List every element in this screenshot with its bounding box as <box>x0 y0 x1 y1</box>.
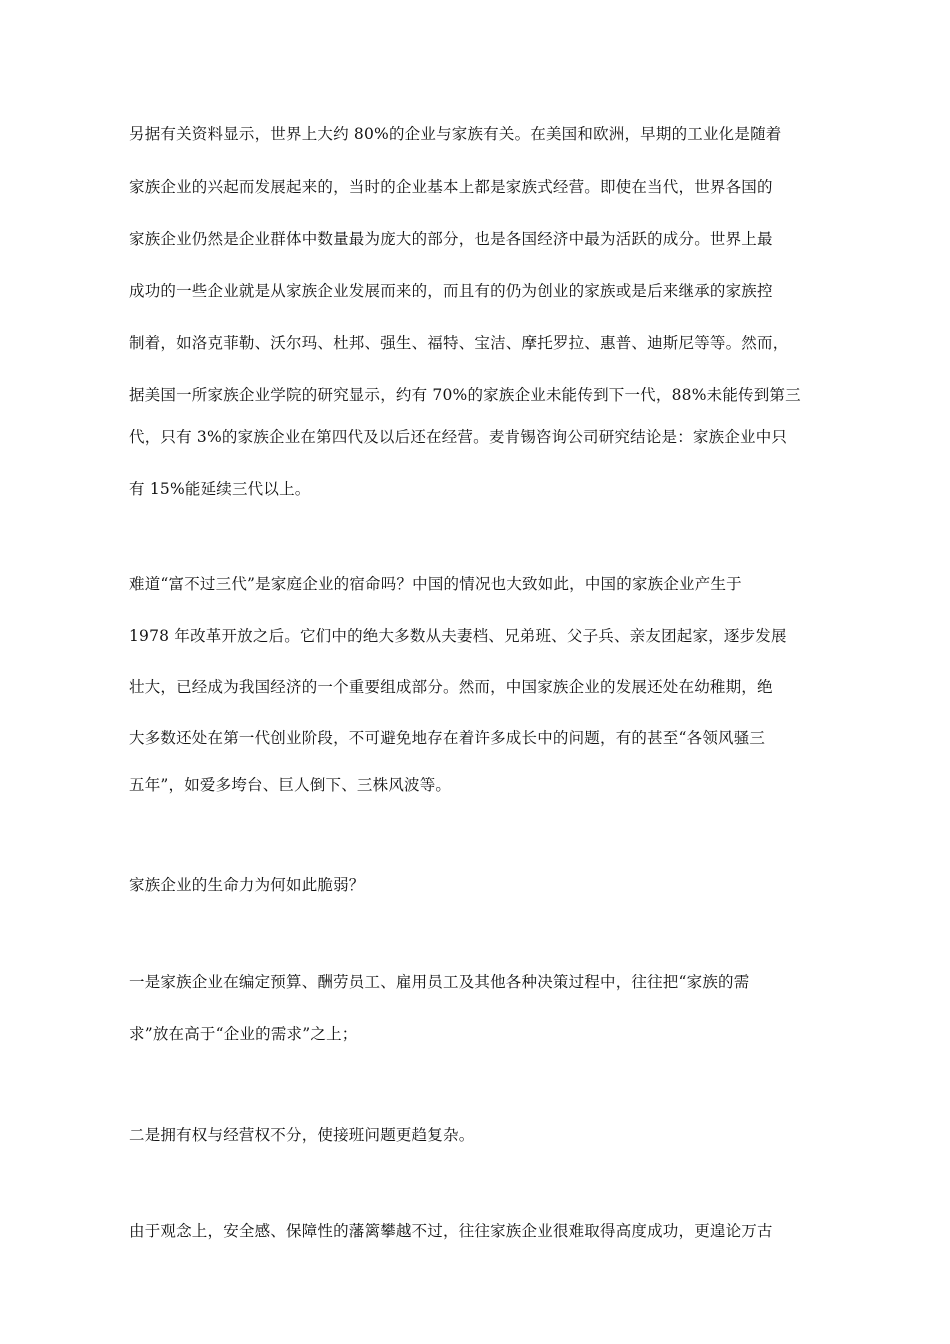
paragraph-1-line-3: 家族企业仍然是企业群体中数量最为庞大的部分，也是各国经济中最为活跃的成分。世界上最 <box>129 230 773 248</box>
paragraph-4-line-2: 求”放在高于“企业的需求”之上； <box>129 1025 358 1043</box>
paragraph-1-line-2: 家族企业的兴起而发展起来的，当时的企业基本上都是家族式经营。即使在当代，世界各国的 <box>129 178 773 196</box>
paragraph-2-line-4: 大多数还处在第一代创业阶段，不可避免地存在着许多成长中的问题，有的甚至“各领风骚三 <box>129 729 766 747</box>
paragraph-1-line-4: 成功的一些企业就是从家族企业发展而来的，而且有的仍为创业的家族或是后来继承的家族控 <box>129 282 773 300</box>
paragraph-5-line-1: 二是拥有权与经营权不分，使接班问题更趋复杂。 <box>129 1126 475 1144</box>
paragraph-1-line-5: 制着，如洛克菲勒、沃尔玛、杜邦、强生、福特、宝洁、摩托罗拉、惠普、迪斯尼等等。然而， <box>129 334 789 352</box>
paragraph-4-line-1: 一是家族企业在编定预算、酬劳员工、雇用员工及其他各种决策过程中，往往把“家族的需 <box>129 973 750 991</box>
paragraph-2-line-3: 壮大，已经成为我国经济的一个重要组成部分。然而，中国家族企业的发展还处在幼稚期，绝 <box>129 678 773 696</box>
paragraph-1-line-1: 另据有关资料显示，世界上大约 80%的企业与家族有关。在美国和欧洲，早期的工业化是随着 <box>129 125 782 143</box>
paragraph-2-line-1: 难道“富不过三代”是家庭企业的宿命吗？中国的情况也大致如此，中国的家族企业产生于 <box>129 575 742 593</box>
paragraph-1-line-6: 据美国一所家族企业学院的研究显示，约有 70%的家族企业未能传到下一代，88%未能传到第三 <box>129 386 801 404</box>
paragraph-2-line-5: 五年”，如爱多垮台、巨人倒下、三株风波等。 <box>129 776 452 794</box>
paragraph-1-line-8: 有 15%能延续三代以上。 <box>129 480 311 498</box>
paragraph-1-line-7: 代，只有 3%的家族企业在第四代及以后还在经营。麦肯锡咨询公司研究结论是：家族企业中只 <box>129 428 788 446</box>
paragraph-6-line-1: 由于观念上，安全感、保障性的藩篱攀越不过，往往家族企业很难取得高度成功，更遑论万古 <box>129 1222 773 1240</box>
paragraph-2-line-2: 1978 年改革开放之后。它们中的绝大多数从夫妻档、兄弟班、父子兵、亲友团起家，逐步发展 <box>129 627 787 645</box>
paragraph-3-line-1: 家族企业的生命力为何如此脆弱？ <box>129 876 365 894</box>
